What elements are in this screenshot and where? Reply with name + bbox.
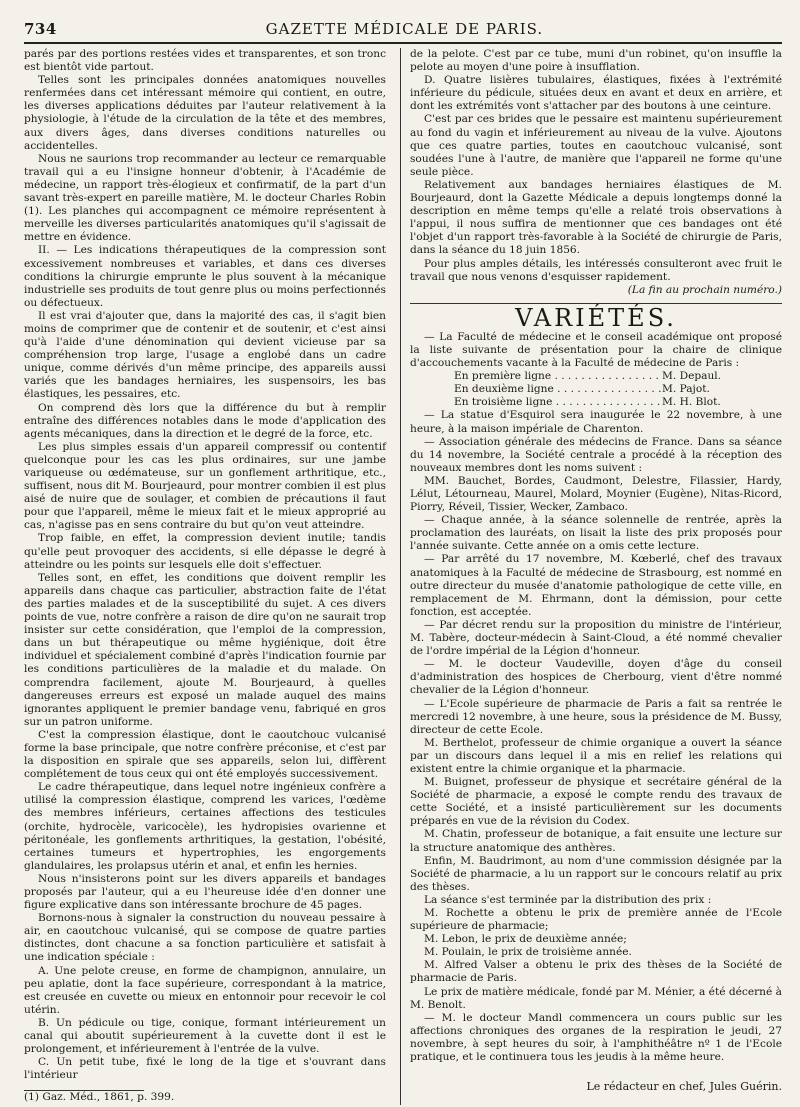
paragraph: de la pelote. C'est par ce tube, muni d'un robinet, qu'on insuffle la pelote au moyen d'une poire à insufflation. (410, 48, 782, 74)
paragraph: Trop faible, en effet, la compression devient inutile; tandis qu'elle peut provoquer des accidents, si elle dépasse le degré à atteindre ou les points sur lesquels elle doit s'effectuer. (24, 532, 386, 571)
paragraph: M. Lebon, le prix de deuxième année; (424, 933, 627, 946)
paragraph: — M. le docteur Vaudeville, doyen d'âge du conseil d'administration des hospices de Cherbourg, vient d'être nommé chevalier de la Légion d'honneur. (410, 658, 782, 697)
paragraph: M. Berthelot, professeur de chimie organique a ouvert la séance par un discours dans lequel il a mis en relief les relations qui existent entre la chimie organique et la pharmacie. (410, 736, 782, 775)
paragraph: M. Alfred Valser a obtenu le prix des thèses de la Société de pharmacie de Paris. (410, 959, 782, 985)
paragraph: — Association générale des médecins de France. Dans sa séance du 14 novembre, la Société centrale a procédé à la réception des nouveaux membres dont les noms suivent : (410, 435, 782, 474)
paragraph: — Chaque année, à la séance solennelle de rentrée, après la proclamation des lauréats, on lisait la liste des prix proposés pour l'année suivante. Cette année on a omis cette lecture. (410, 514, 782, 553)
section-title: VARIÉTÉS. (515, 303, 677, 332)
paragraph: parés par des portions restées vides et transparentes, et son tronc est bientôt vide partout. (24, 48, 386, 74)
candidate-name: M. Depaul. (662, 370, 722, 383)
paragraph: Pour plus amples détails, les intéressés consulteront avec fruit le travail que nous venons d'esquisser rapidement. (410, 257, 782, 283)
paragraph: Relativement aux bandages herniaires élastiques de M. Bourjeaurd, dont la Gazette Médicale a depuis longtemps donné la description en même temps qu'elle a relaté trois observations à l'appui, il nous suffira de mentionner que ces bandages ont été l'objet d'un rapport très-favorable à la Société de chirurgie de Paris, dans la séance du 18 juin 1856. (410, 178, 782, 257)
left-column (24, 48, 386, 1105)
paragraph: — Par décret rendu sur la proposition du ministre de l'intérieur, M. Tabère, docteur-médecin à Saint-Cloud, a été nommé chevalier de l'ordre impérial de la Légion d'honneur. (410, 618, 782, 658)
candidate-list (410, 370, 782, 409)
signature: Le rédacteur en chef, Jules Guérin. (586, 1080, 782, 1093)
paragraph: Telles sont, en effet, les conditions que doivent remplir les appareils dans chaque cas particulier, abstraction faite de l'état des parties malades et de la susceptibilité du sujet. A ces divers points de vue, notre confrère a raison de dire qu'on ne saurait trop insister sur cette considération, que l'emploi de la compression, dans un but thérapeutique ou même hygiénique, doit être individuel et spécialement combiné d'après l'indication fournie par les conditions particulières de la maladie et du malade. On comprendra facilement, ajoute M. Bourjeaurd, à quelles dangereuses erreurs est exposé un malade auquel des mains ignorantes appliquent le premier bandage venu, fabriqué en gros sur un patron uniforme. (24, 571, 386, 728)
paragraph: — L'Ecole supérieure de pharmacie de Paris a fait sa rentrée le mercredi 12 novembre, à une heure, sous la présidence de M. Bussy, directeur de cette Ecole. (410, 697, 782, 736)
paragraph: — La statue d'Esquirol sera inaugurée le 22 novembre, à une heure, à la maison impériale de Charenton. (410, 409, 782, 435)
paragraph: Telles sont les principales données anatomiques nouvelles renfermées dans cet intéressant mémoire qui contient, en outre, les diverses applications déduites par l'auteur relativement à la physiologie, à l'étude de la circulation de la tête et des membres, aux divers âges, dans diverses conditions naturelles ou accidentelles. (24, 74, 386, 152)
paragraph: C'est par ces brides que le pessaire est maintenu supérieurement au fond du vagin et inférieurement au niveau de la vulve. Ajoutons que ces quatre parties, toutes en caoutchouc vulcanisé, sont soudées l'une à l'autre, de manière que l'appareil ne forme qu'une seule pièce. (410, 113, 782, 178)
paragraph: A. Une pelote creuse, en forme de champignon, annulaire, un peu aplatie, dont la face supérieure, correspondant à la matrice, est creusée en cuvette ou mieux en entonnoir pour recevoir le col utérin. (24, 964, 386, 1016)
header-rule (24, 42, 782, 44)
paragraph: Bornons-nous à signaler la construction du nouveau pessaire à air, en caoutchouc vulcanisé, qui se compose de quatre parties distinctes, dont chacune a sa fonction particulière et satisfait à une indication spéciale : (24, 912, 386, 964)
paragraph: — M. le docteur Mandl commencera un cours public sur les affections chroniques des organes de la respiration le jeudi, 27 novembre, à sept heures du soir, à l'amphithéâtre nº 1 de l'Ecole pratique, et le continuera tous les jeudis à la même heure. (410, 1011, 782, 1064)
list-item (454, 370, 782, 383)
paragraph: Il est vrai d'ajouter que, dans la majorité des cas, il s'agit bien moins de comprimer que de contenir et de soutenir, et c'est ainsi qu'à l'aide d'une dénomination qui devient vicieuse par sa compréhension trop large, l'usage a englobé dans un cadre unique, comme dérivés d'un même principe, des appareils aussi variés que les bandages herniaires, les suspensoirs, les bas élastiques, les pessaires, etc. (24, 309, 386, 401)
paragraph: — La Faculté de médecine et le conseil académique ont proposé la liste suivante de présentation pour la chaire de clinique d'accouchements vacante à la Faculté de médecine de Paris : (410, 330, 782, 370)
paragraph: Nous n'insisterons point sur les divers appareils et bandages proposés par l'auteur, qui a eu l'heureuse idée d'en donner une figure explicative dans son intéressante brochure de 45 pages. (24, 872, 386, 912)
paragraph: D. Quatre lisières tubulaires, élastiques, fixées à l'extrémité inférieure du pédicule, situées deux en avant et deux en arrière, et dont les extrémités vont s'attacher par des boutons à une ceinture. (410, 74, 782, 113)
paragraph: Enfin, M. Baudrimont, au nom d'une commission désignée par la Société de pharmacie, a lu un rapport sur le concours relatif au prix des thèses. (410, 854, 782, 893)
footnote: (1) Gaz. Méd., 1861, p. 399. (24, 1091, 175, 1104)
paragraph: Le prix de matière médicale, fondé par M. Ménier, a été décerné à M. Benolt. (410, 985, 782, 1011)
candidate-rank: En deuxième ligne . . . (454, 383, 662, 396)
paragraph: M. Buignet, professeur de physique et secrétaire général de la Société de pharmacie, a exposé le compte rendu des travaux de cette Société, et a insisté particulièrement sur les documents préparés en vue de la révision du Codex. (410, 776, 782, 828)
paragraph: Nous ne saurions trop recommander au lecteur ce remarquable travail qui a eu l'insigne honneur d'obtenir, à l'Académie de médecine, un rapport très-élogieux et confirmatif, de la part d'un savant très-expert en pareille matière, M. le docteur Charles Robin (1). Les planches qui accompagnent ce mémoire représentent à merveille les diverses particularités anatomiques qu'il s'agissait de mettre en évidence. (24, 152, 386, 244)
candidate-rank: En troisième ligne . . . (454, 396, 662, 409)
paragraph: On comprend dès lors que la différence du but à remplir entraîne des différences notables dans le mode d'application des agents mécaniques, dans la direction et le degré de la force, etc. (24, 401, 386, 440)
columns (24, 48, 782, 1105)
list-item (454, 396, 782, 409)
paragraph: C. Un petit tube, fixé le long de la tige et s'ouvrant dans l'intérieur (24, 1056, 386, 1082)
list-item (454, 383, 782, 396)
paragraph: La séance s'est terminée par la distribution des prix : (424, 893, 712, 906)
paragraph: B. Un pédicule ou tige, conique, formant intérieurement un canal qui aboutit supérieurement à la cuvette dont il est le prolongement, et inférieurement à l'entrée de la vulve. (24, 1016, 386, 1056)
candidate-rank: En première ligne . . . (454, 370, 662, 383)
paragraph: Le cadre thérapeutique, dans lequel notre ingénieux confrère a utilisé la compression élastique, comprend les varices, l'œdème des membres inférieurs, certaines affections des testicules (orchite, hydrocèle, varicocèle), les hydropisies ovarienne et péritonéale, les gonflements arthritiques, la gestation, l'obésité, certaines tumeurs et hypertrophies, les engorgements glandulaires, les prolapsus utérin et anal, et enfin les hernies. (24, 781, 386, 872)
page-number: 734 (24, 20, 57, 38)
paragraph: M. Rochette a obtenu le prix de première année de l'Ecole supérieure de pharmacie; (410, 907, 782, 933)
journal-title: GAZETTE MÉDICALE DE PARIS. (265, 20, 544, 38)
paragraph: C'est la compression élastique, dont le caoutchouc vulcanisé forme la base principale, que notre confrère préconise, et c'est par la disposition en spirale que ses appareils, selon lui, diffèrent complétement de tous ceux qui ont été employés successivement. (24, 728, 386, 781)
paragraph: MM. Bauchet, Bordes, Caudmont, Delestre, Filassier, Hardy, Lélut, Létourneau, Maurel, Molard, Moynier (Eugène), Nitas-Ricord, Piorry, Réveil, Tissier, Wecker, Zambaco. (410, 474, 782, 514)
paragraph: M. Chatin, professeur de botanique, a fait ensuite une lecture sur la structure anatomique des anthères. (410, 828, 782, 854)
paragraph: II. — Les indications thérapeutiques de la compression sont excessivement nombreuses et variables, et dans ces diverses conditions la chirurgie emprunte le plus souvent à la mécanique industrielle ses produits de tout genre plus ou moins perfectionnés ou défectueux. (24, 244, 386, 309)
page-footer (24, 1080, 782, 1093)
paragraph: Les plus simples essais d'un appareil compressif ou contentif quelconque pour les cas les plus ordinaires, sur une jambe variqueuse ou œdémateuse, sur un gonflement arthritique, etc., suffisent, nous dit M. Bourjeaurd, pour montrer combien il est plus aisé de nuire que de soulager, et combien de précautions il faut pour que l'appareil, même le mieux fait et le mieux approprié au cas, n'agisse pas en sens contraire du but qu'on veut atteindre. (24, 440, 386, 532)
paragraph: — Par arrêté du 17 novembre, M. Kœberlé, chef des travaux anatomiques à la Faculté de médecine de Strasbourg, est nommé en outre directeur du musée d'anatomie pathologique de cette ville, en remplacement de M. Ehrmann, dont la démission, pour cette fonction, est acceptée. (410, 553, 782, 618)
right-column (400, 48, 782, 1105)
candidate-name: M. Pajot. (662, 383, 710, 396)
paragraph: M. Poulain, le prix de troisième année. (424, 946, 632, 959)
page-header (24, 8, 782, 38)
continuation-note: (La fin au prochain numéro.) (627, 283, 782, 296)
candidate-name: M. H. Blot. (662, 396, 721, 409)
